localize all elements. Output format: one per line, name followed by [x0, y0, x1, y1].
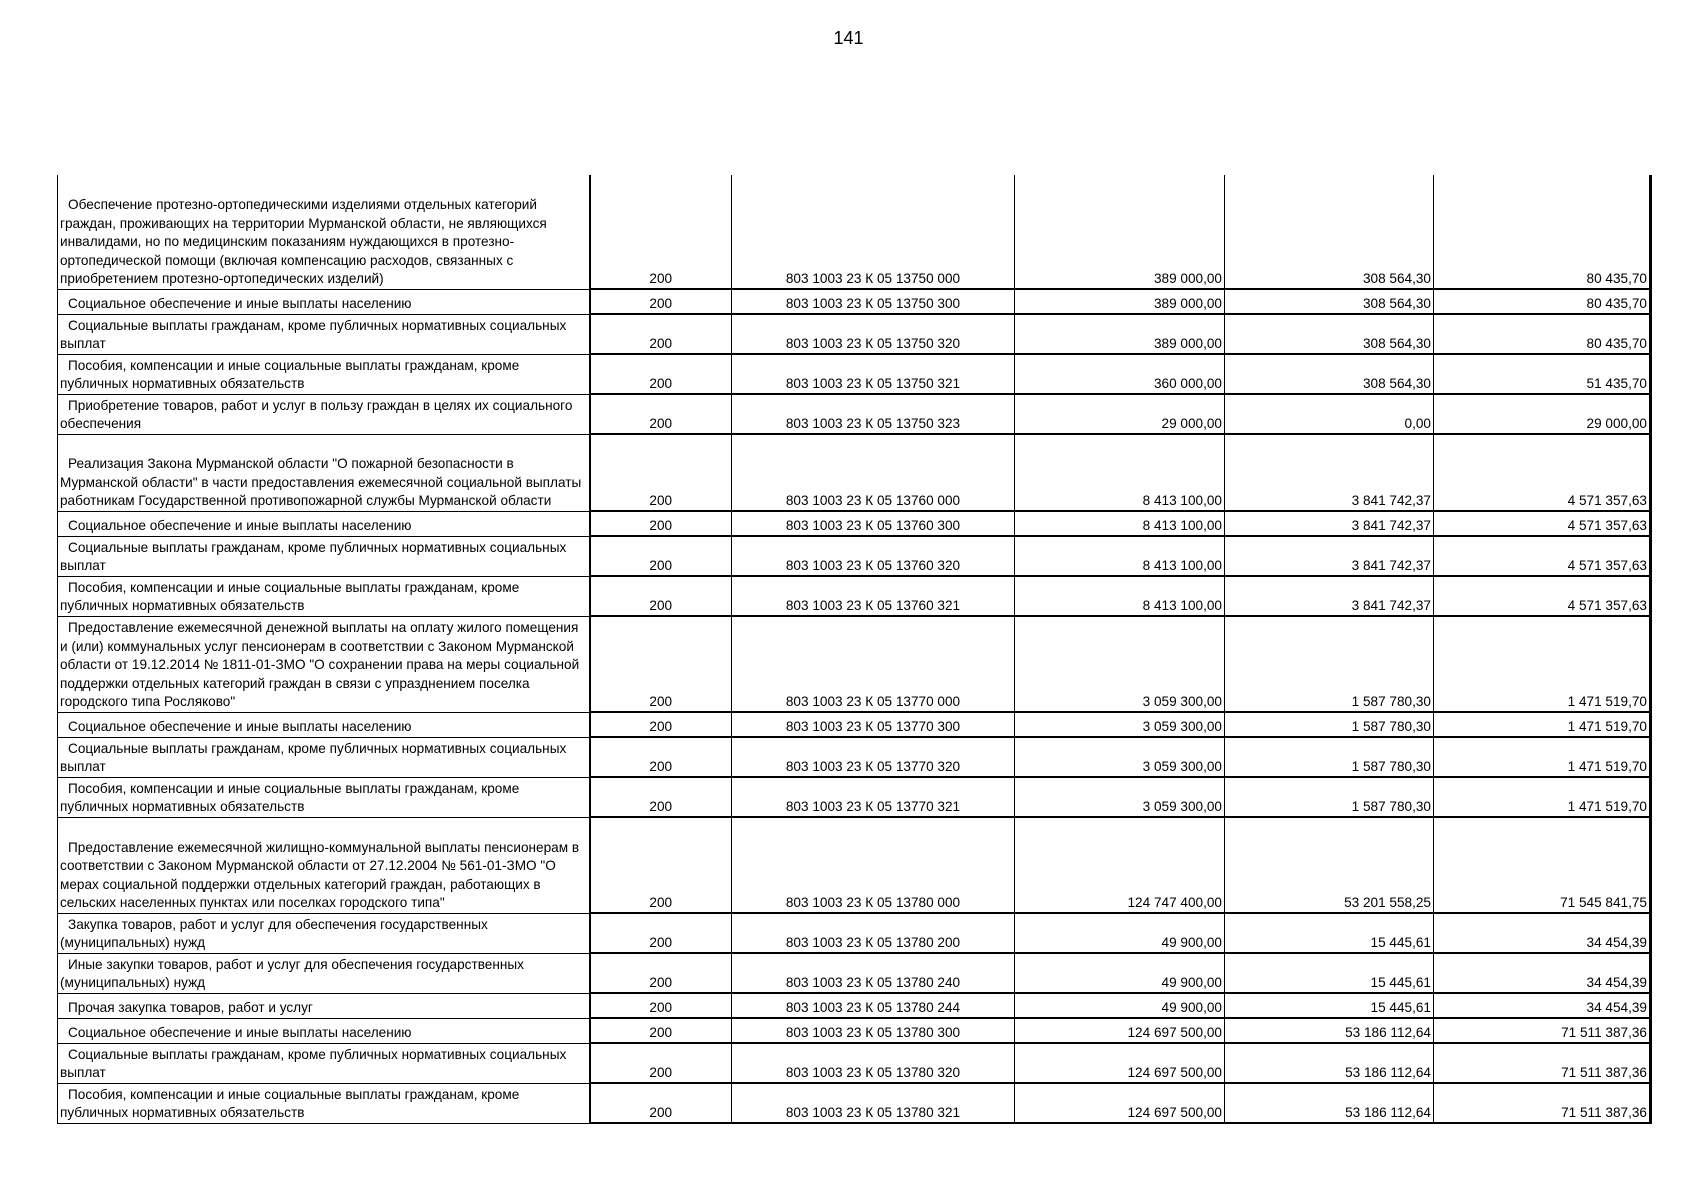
row-approved-amount: 29 000,00 [1015, 394, 1225, 434]
row-approved-amount: 124 697 500,00 [1015, 1018, 1225, 1043]
page-number: 141 [833, 28, 864, 48]
row-description-text: Социальное обеспечение и иные выплаты населению [68, 296, 412, 311]
row-remaining-amount: 4 571 357,63 [1434, 536, 1651, 576]
row-code: 200 [590, 1018, 732, 1043]
row-description-text: Социальные выплаты гражданам, кроме публичных нормативных социальных выплат [60, 740, 567, 774]
budget-execution-table [57, 175, 1652, 1124]
row-description-text: Иные закупки товаров, работ и услуг для обеспечения государственных (муниципальных) нужд [60, 956, 524, 990]
row-executed-amount: 1 587 780,30 [1225, 712, 1434, 737]
row-code: 200 [590, 913, 732, 953]
row-budget-classification: 803 1003 23 К 05 13760 300 [732, 511, 1015, 536]
row-budget-classification: 803 1003 23 К 05 13780 244 [732, 993, 1015, 1018]
row-code: 200 [590, 314, 732, 354]
row-executed-amount: 53 186 112,64 [1225, 1083, 1434, 1123]
row-description-text: Закупка товаров, работ и услуг для обеспечения государственных (муниципальных) нужд [60, 916, 488, 950]
row-description-text: Социальное обеспечение и иные выплаты населению [68, 719, 412, 734]
row-executed-amount: 308 564,30 [1225, 175, 1434, 289]
row-remaining-amount: 29 000,00 [1434, 394, 1651, 434]
row-approved-amount: 3 059 300,00 [1015, 712, 1225, 737]
row-executed-amount: 15 445,61 [1225, 993, 1434, 1018]
row-remaining-amount: 71 545 841,75 [1434, 817, 1651, 913]
row-remaining-amount: 1 471 519,70 [1434, 777, 1651, 817]
row-description-text: Социальные выплаты гражданам, кроме публичных нормативных социальных выплат [60, 317, 567, 351]
table-row [58, 817, 1651, 913]
row-remaining-amount: 80 435,70 [1434, 289, 1651, 314]
table-row [58, 993, 1651, 1018]
row-remaining-amount: 71 511 387,36 [1434, 1043, 1651, 1083]
row-description [58, 289, 590, 314]
row-budget-classification: 803 1003 23 К 05 13780 300 [732, 1018, 1015, 1043]
row-description [58, 913, 590, 953]
row-approved-amount: 3 059 300,00 [1015, 737, 1225, 777]
row-budget-classification: 803 1003 23 К 05 13750 000 [732, 175, 1015, 289]
row-description-text: Социальные выплаты гражданам, кроме публичных нормативных социальных выплат [60, 1046, 567, 1080]
row-approved-amount: 8 413 100,00 [1015, 511, 1225, 536]
row-code: 200 [590, 953, 732, 993]
table-row [58, 175, 1651, 289]
row-code: 200 [590, 712, 732, 737]
row-approved-amount: 49 900,00 [1015, 993, 1225, 1018]
row-description [58, 314, 590, 354]
table-row [58, 1018, 1651, 1043]
row-approved-amount: 8 413 100,00 [1015, 576, 1225, 616]
row-description-text: Реализация Закона Мурманской области "О пожарной безопасности в Мурманской области" в части предоставления ежемесячной социальной выплаты работникам Государственной противопожарной службы Мурманской области [60, 456, 582, 508]
row-remaining-amount: 80 435,70 [1434, 314, 1651, 354]
table-row [58, 354, 1651, 394]
table-row [58, 953, 1651, 993]
table-row [58, 576, 1651, 616]
row-description [58, 993, 590, 1018]
row-description [58, 953, 590, 993]
row-remaining-amount: 4 571 357,63 [1434, 434, 1651, 511]
row-remaining-amount: 4 571 357,63 [1434, 511, 1651, 536]
row-code: 200 [590, 394, 732, 434]
row-description [58, 737, 590, 777]
table-row [58, 511, 1651, 536]
row-code: 200 [590, 536, 732, 576]
row-budget-classification: 803 1003 23 К 05 13780 200 [732, 913, 1015, 953]
row-code: 200 [590, 777, 732, 817]
row-budget-classification: 803 1003 23 К 05 13750 300 [732, 289, 1015, 314]
row-code: 200 [590, 1043, 732, 1083]
table-row [58, 913, 1651, 953]
row-description-text: Пособия, компенсации и иные социальные выплаты гражданам, кроме публичных нормативных обязательств [60, 579, 520, 613]
row-code: 200 [590, 737, 732, 777]
row-description [58, 1043, 590, 1083]
table-row [58, 434, 1651, 511]
row-description [58, 576, 590, 616]
row-budget-classification: 803 1003 23 К 05 13780 000 [732, 817, 1015, 913]
table-row [58, 1083, 1651, 1123]
row-budget-classification: 803 1003 23 К 05 13770 300 [732, 712, 1015, 737]
row-description [58, 616, 590, 712]
row-remaining-amount: 1 471 519,70 [1434, 737, 1651, 777]
row-approved-amount: 389 000,00 [1015, 289, 1225, 314]
row-budget-classification: 803 1003 23 К 05 13780 320 [732, 1043, 1015, 1083]
row-description-text: Социальное обеспечение и иные выплаты населению [68, 518, 412, 533]
row-budget-classification: 803 1003 23 К 05 13750 321 [732, 354, 1015, 394]
row-approved-amount: 3 059 300,00 [1015, 777, 1225, 817]
row-remaining-amount: 4 571 357,63 [1434, 576, 1651, 616]
row-executed-amount: 1 587 780,30 [1225, 616, 1434, 712]
row-budget-classification: 803 1003 23 К 05 13760 000 [732, 434, 1015, 511]
row-remaining-amount: 71 511 387,36 [1434, 1083, 1651, 1123]
row-description [58, 1083, 590, 1123]
row-executed-amount: 53 186 112,64 [1225, 1018, 1434, 1043]
row-description [58, 434, 590, 511]
row-executed-amount: 0,00 [1225, 394, 1434, 434]
row-executed-amount: 308 564,30 [1225, 314, 1434, 354]
row-executed-amount: 15 445,61 [1225, 953, 1434, 993]
row-code: 200 [590, 576, 732, 616]
row-budget-classification: 803 1003 23 К 05 13750 323 [732, 394, 1015, 434]
row-description [58, 394, 590, 434]
table-row [58, 712, 1651, 737]
row-code: 200 [590, 1083, 732, 1123]
row-approved-amount: 124 747 400,00 [1015, 817, 1225, 913]
row-approved-amount: 49 900,00 [1015, 953, 1225, 993]
row-approved-amount: 360 000,00 [1015, 354, 1225, 394]
row-description-text: Предоставление ежемесячной денежной выплаты на оплату жилого помещения и (или) коммунальных услуг пенсионерам в соответствии с Законом Мурманской области от 19.12.2014 № 1811-01-ЗМО "О сохранении права на меры социальной поддержки отдельных категорий граждан в связи с упразднением поселка городского типа Росляково" [60, 620, 580, 709]
table-row [58, 616, 1651, 712]
row-approved-amount: 3 059 300,00 [1015, 616, 1225, 712]
row-code: 200 [590, 354, 732, 394]
row-budget-classification: 803 1003 23 К 05 13770 000 [732, 616, 1015, 712]
row-budget-classification: 803 1003 23 К 05 13760 321 [732, 576, 1015, 616]
row-executed-amount: 53 201 558,25 [1225, 817, 1434, 913]
row-description [58, 354, 590, 394]
table-row [58, 777, 1651, 817]
row-executed-amount: 308 564,30 [1225, 289, 1434, 314]
table-row [58, 394, 1651, 434]
row-description-text: Предоставление ежемесячной жилищно-коммунальной выплаты пенсионерам в соответствии с Законом Мурманской области от 27.12.2004 № 561-01-ЗМО "О мерах социальной поддержки отдельных категорий граждан, работающих в сельских населенных пунктах или поселках городского типа" [60, 839, 580, 910]
row-code: 200 [590, 511, 732, 536]
row-approved-amount: 389 000,00 [1015, 314, 1225, 354]
row-description-text: Социальное обеспечение и иные выплаты населению [68, 1025, 412, 1040]
row-budget-classification: 803 1003 23 К 05 13760 320 [732, 536, 1015, 576]
row-executed-amount: 3 841 742,37 [1225, 536, 1434, 576]
row-approved-amount: 8 413 100,00 [1015, 536, 1225, 576]
table-body [58, 175, 1651, 1123]
row-executed-amount: 308 564,30 [1225, 354, 1434, 394]
row-description-text: Приобретение товаров, работ и услуг в пользу граждан в целях их социального обеспечения [60, 397, 573, 431]
row-approved-amount: 49 900,00 [1015, 913, 1225, 953]
row-budget-classification: 803 1003 23 К 05 13780 321 [732, 1083, 1015, 1123]
row-executed-amount: 1 587 780,30 [1225, 737, 1434, 777]
row-budget-classification: 803 1003 23 К 05 13770 321 [732, 777, 1015, 817]
row-description [58, 1018, 590, 1043]
table-row [58, 737, 1651, 777]
row-description [58, 175, 590, 289]
table-row [58, 1043, 1651, 1083]
row-code: 200 [590, 434, 732, 511]
row-approved-amount: 124 697 500,00 [1015, 1043, 1225, 1083]
row-remaining-amount: 34 454,39 [1434, 993, 1651, 1018]
row-code: 200 [590, 289, 732, 314]
row-approved-amount: 8 413 100,00 [1015, 434, 1225, 511]
row-remaining-amount: 1 471 519,70 [1434, 616, 1651, 712]
row-executed-amount: 15 445,61 [1225, 913, 1434, 953]
row-description [58, 511, 590, 536]
row-description [58, 712, 590, 737]
row-code: 200 [590, 175, 732, 289]
row-remaining-amount: 1 471 519,70 [1434, 712, 1651, 737]
row-executed-amount: 3 841 742,37 [1225, 511, 1434, 536]
row-description-text: Социальные выплаты гражданам, кроме публичных нормативных социальных выплат [60, 539, 567, 573]
row-remaining-amount: 80 435,70 [1434, 175, 1651, 289]
row-description-text: Пособия, компенсации и иные социальные выплаты гражданам, кроме публичных нормативных обязательств [60, 780, 520, 814]
row-description-text: Пособия, компенсации и иные социальные выплаты гражданам, кроме публичных нормативных обязательств [60, 1086, 520, 1120]
row-executed-amount: 3 841 742,37 [1225, 434, 1434, 511]
row-remaining-amount: 71 511 387,36 [1434, 1018, 1651, 1043]
row-code: 200 [590, 616, 732, 712]
row-executed-amount: 3 841 742,37 [1225, 576, 1434, 616]
row-budget-classification: 803 1003 23 К 05 13750 320 [732, 314, 1015, 354]
row-description [58, 817, 590, 913]
row-description [58, 777, 590, 817]
row-budget-classification: 803 1003 23 К 05 13780 240 [732, 953, 1015, 993]
row-description-text: Обеспечение протезно-ортопедическими изделиями отдельных категорий граждан, проживающих на территории Мурманской области, не являющихся инвалидами, но по медицинским показаниям нуждающихся в протезно-ортопедической помощи (включая компенсацию расходов, связанных с приобретением протезно-ортопедических изделий) [60, 197, 547, 286]
row-description-text: Пособия, компенсации и иные социальные выплаты гражданам, кроме публичных нормативных обязательств [60, 357, 520, 391]
row-description [58, 536, 590, 576]
row-description-text: Прочая закупка товаров, работ и услуг [68, 1000, 313, 1015]
table-row [58, 289, 1651, 314]
row-code: 200 [590, 993, 732, 1018]
row-remaining-amount: 34 454,39 [1434, 913, 1651, 953]
row-executed-amount: 1 587 780,30 [1225, 777, 1434, 817]
row-approved-amount: 124 697 500,00 [1015, 1083, 1225, 1123]
table-row [58, 536, 1651, 576]
row-remaining-amount: 34 454,39 [1434, 953, 1651, 993]
row-remaining-amount: 51 435,70 [1434, 354, 1651, 394]
row-executed-amount: 53 186 112,64 [1225, 1043, 1434, 1083]
row-code: 200 [590, 817, 732, 913]
table-row [58, 314, 1651, 354]
row-budget-classification: 803 1003 23 К 05 13770 320 [732, 737, 1015, 777]
row-approved-amount: 389 000,00 [1015, 175, 1225, 289]
